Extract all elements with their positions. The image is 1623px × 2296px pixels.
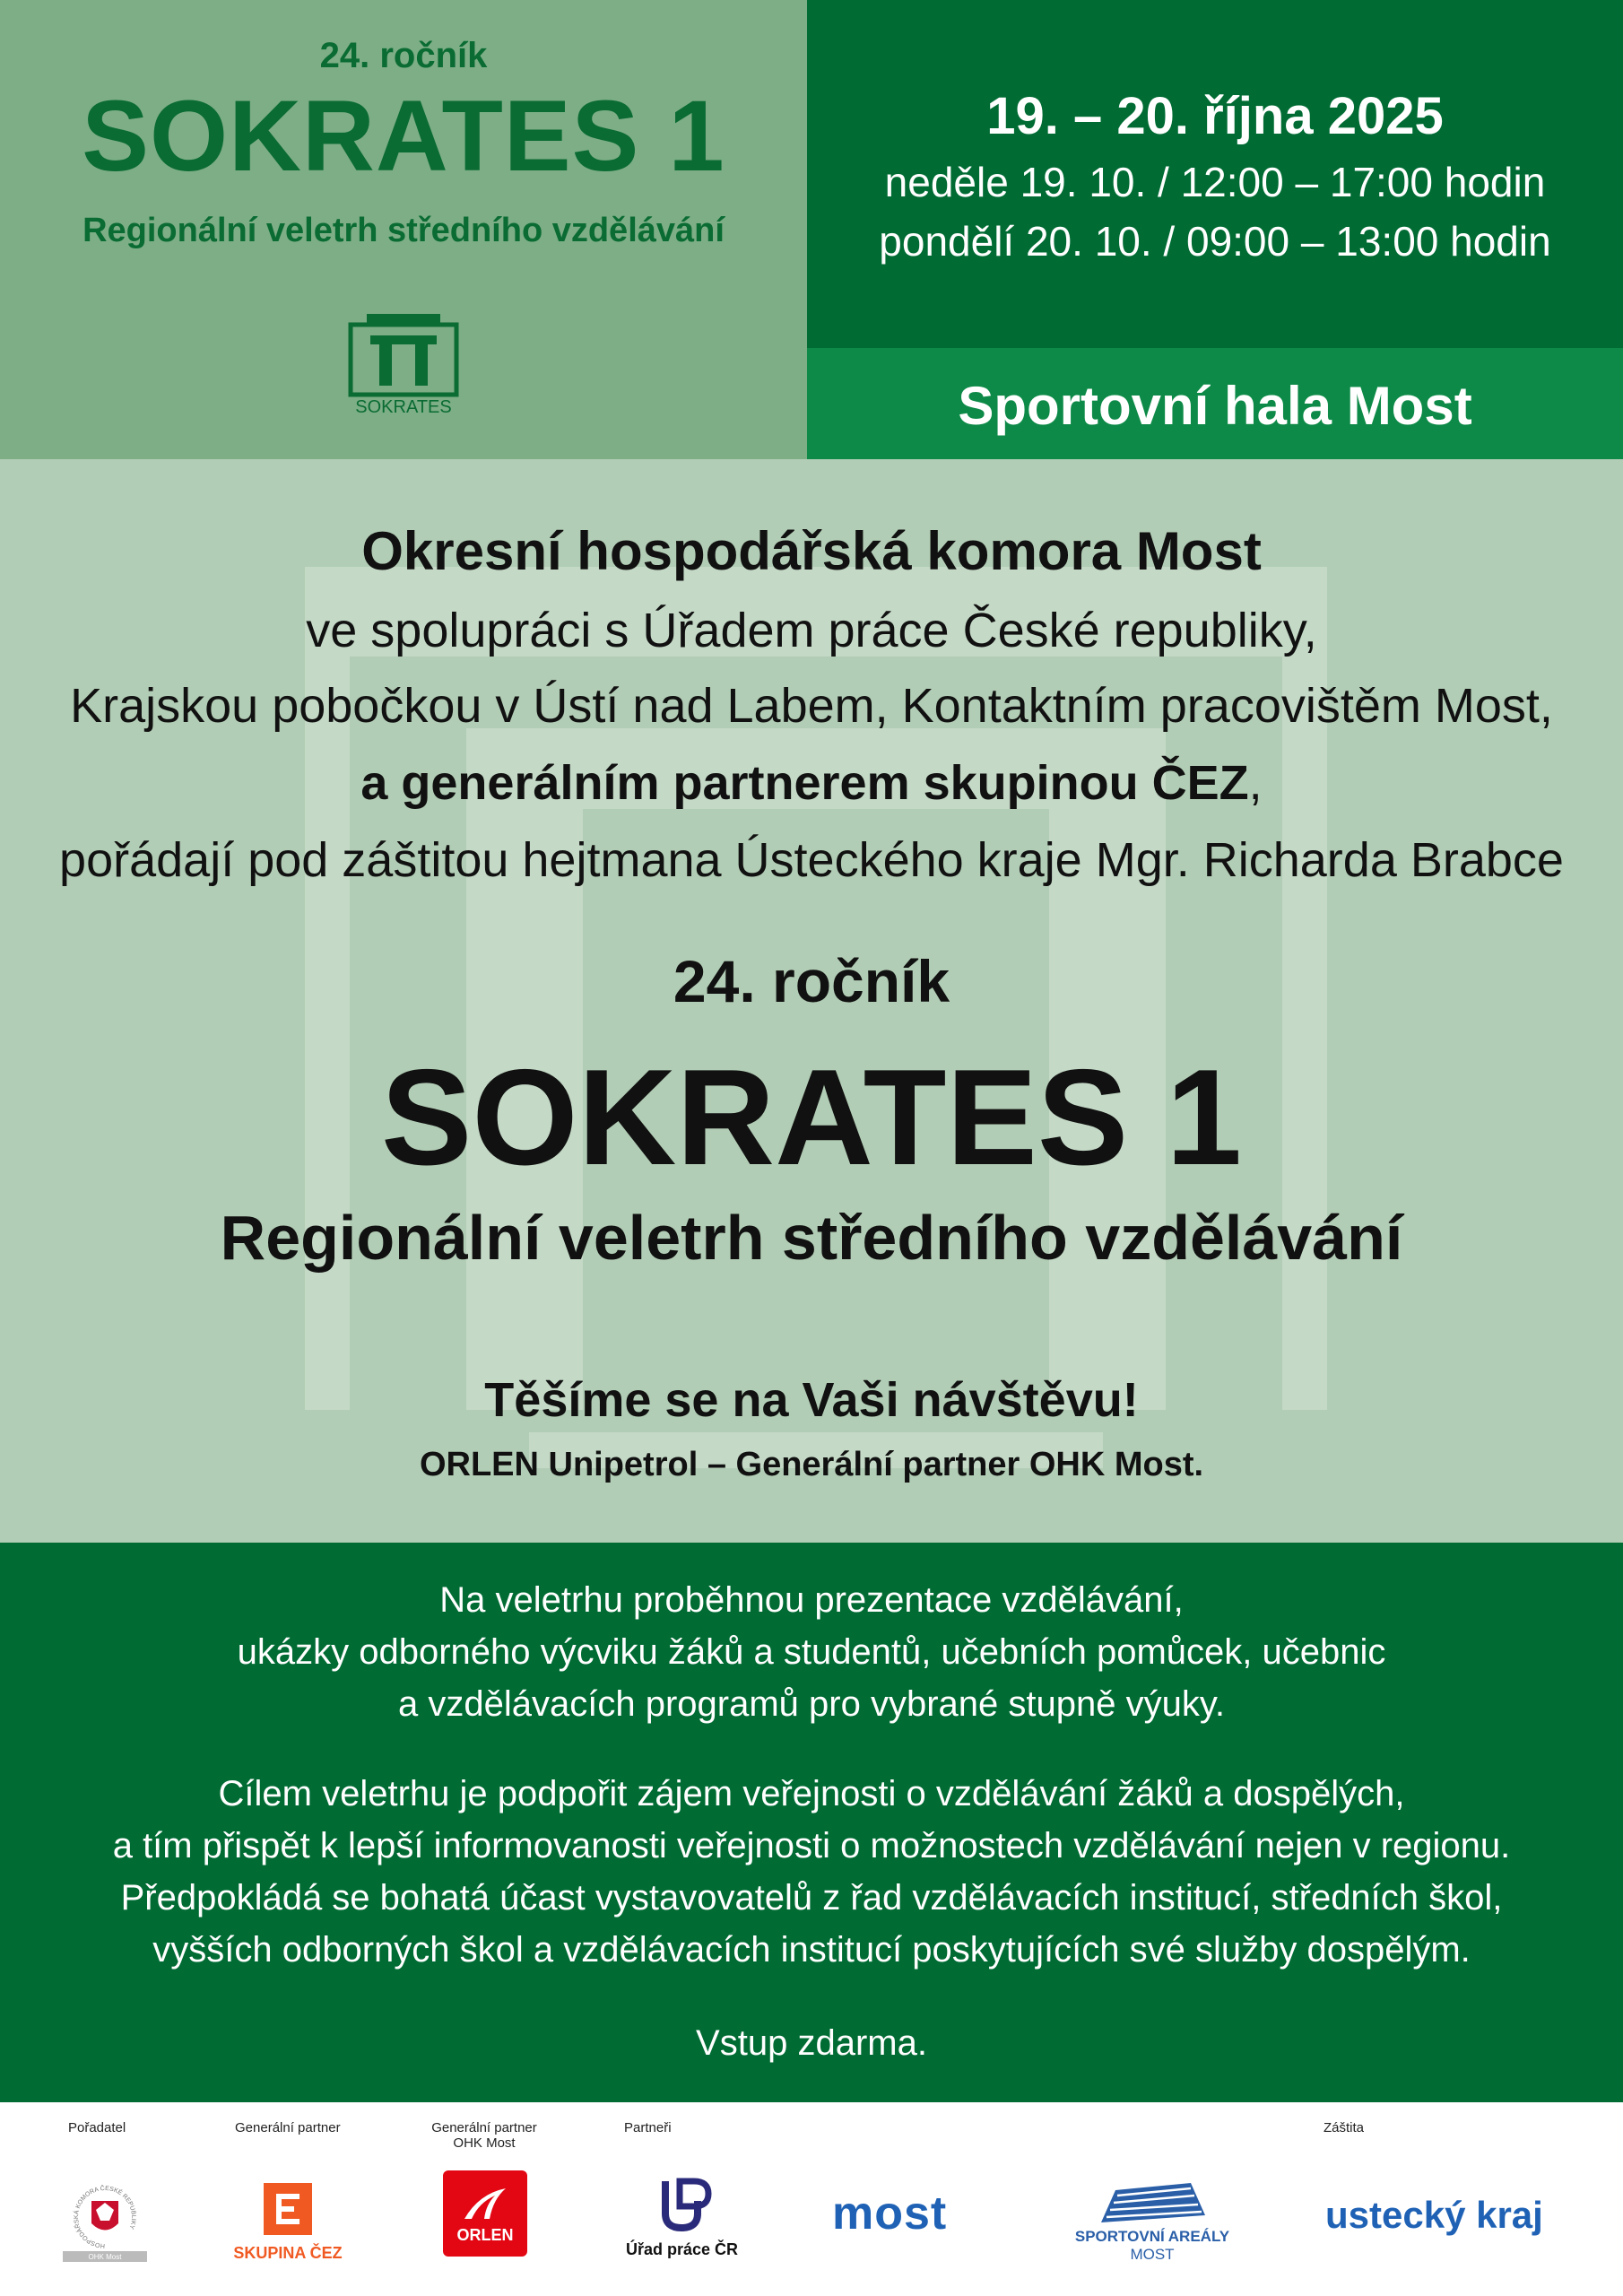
- info-paragraph-1-line-1: Na veletrhu proběhnou prezentace vzdělávání,: [439, 1580, 1184, 1620]
- footer-label-general-partner: Generální partner: [235, 2120, 341, 2135]
- orlen-eagle-icon: [443, 2176, 527, 2230]
- ustecky-kraj-logo: ustecký kraj: [1325, 2194, 1543, 2236]
- general-partner-cez: a generálním partnerem skupinou ČEZ: [360, 756, 1249, 810]
- sportovni-arealy-logo-text: SPORTOVNÍ AREÁLY MOST: [1074, 2228, 1230, 2263]
- footer-label-organizer: Pořadatel: [68, 2120, 126, 2135]
- sokrates-logo-caption: SOKRATES: [355, 397, 452, 417]
- cez-logo-mark: [264, 2183, 312, 2235]
- orlen-partner-line: ORLEN Unipetrol – Generální partner OHK Most.: [419, 1446, 1204, 1483]
- info-paragraph-2-line-2: a tím přispět k lepší informovanosti veřejnosti o možnostech vzdělávání nejen v regionu.: [112, 1826, 1511, 1866]
- most-city-logo: most: [832, 2187, 948, 2239]
- patronage-line: pořádají pod záštitou hejtmana Ústeckého kraje Mgr. Richarda Brabce: [59, 833, 1564, 887]
- sportovni-arealy-logo-icon: [1098, 2179, 1209, 2226]
- main-subtitle: Regionální veletrh středního vzdělávání: [220, 1203, 1403, 1273]
- main-title: SOKRATES 1: [380, 1041, 1243, 1194]
- header-edition: 24. ročník: [319, 36, 488, 75]
- event-dates: 19. – 20. října 2025: [986, 87, 1444, 145]
- cez-logo-text: SKUPINA ČEZ: [233, 2244, 343, 2262]
- cooperation-line-2: Krajskou pobočkou v Ústí nad Labem, Kontaktním pracovištěm Most,: [70, 679, 1553, 733]
- svg-text:HOSPODÁŘSKÁ KOMORA ČESKÉ REPUB: HOSPODÁŘSKÁ KOMORA ČESKÉ REPUBLIKY: [74, 2185, 137, 2249]
- welcome-text: Těšíme se na Vaši návštěvu!: [484, 1373, 1139, 1427]
- event-day1-hours: neděle 19. 10. / 12:00 – 17:00 hodin: [884, 159, 1546, 205]
- info-panel: [0, 1543, 1623, 2102]
- orlen-logo: ORLEN: [443, 2170, 527, 2257]
- header-title: SOKRATES 1: [82, 80, 725, 192]
- info-paragraph-2-line-4: vyšších odborných škol a vzdělávacích institucí poskytujících své služby dospělým.: [152, 1930, 1471, 1970]
- organizer-name: Okresní hospodářská komora Most: [361, 521, 1262, 581]
- footer-label-partners: Partneři: [624, 2120, 672, 2135]
- event-day2-hours: pondělí 20. 10. / 09:00 – 13:00 hodin: [879, 218, 1551, 265]
- sokrates-logo: [347, 312, 460, 418]
- urad-prace-logo-icon: [658, 2178, 712, 2233]
- cooperation-line-3: a generálním partnerem skupinou ČEZ,: [360, 756, 1263, 810]
- info-paragraph-1-line-2: ukázky odborného výcviku žáků a studentů, učebních pomůcek, učebnic: [237, 1632, 1386, 1672]
- info-paragraph-2-line-1: Cílem veletrhu je podpořit zájem veřejnosti o vzdělávání žáků a dospělých,: [218, 1774, 1405, 1813]
- info-paragraph-2-line-3: Předpokládá se bohatá účast vystavovatelů z řad vzdělávacích institucí, středních škol,: [120, 1878, 1503, 1918]
- free-entry-text: Vstup zdarma.: [696, 2023, 927, 2063]
- main-edition: 24. ročník: [673, 948, 950, 1014]
- cooperation-line-1: ve spolupráci s Úřadem práce České republiky,: [306, 604, 1317, 657]
- ohk-most-logo: [56, 2174, 154, 2264]
- footer-label-ohk-partner: Generální partner OHK Most: [431, 2120, 537, 2151]
- info-paragraph-1-line-3: a vzdělávacích programů pro vybrané stupně výuky.: [398, 1684, 1225, 1724]
- svg-text:OHK Most: OHK Most: [88, 2253, 122, 2261]
- header-subtitle: Regionální veletrh středního vzdělávání: [82, 212, 725, 249]
- footer-label-patronage: Záštita: [1324, 2120, 1365, 2135]
- urad-prace-logo-text: Úřad práce ČR: [626, 2240, 739, 2258]
- event-venue: Sportovní hala Most: [958, 376, 1472, 436]
